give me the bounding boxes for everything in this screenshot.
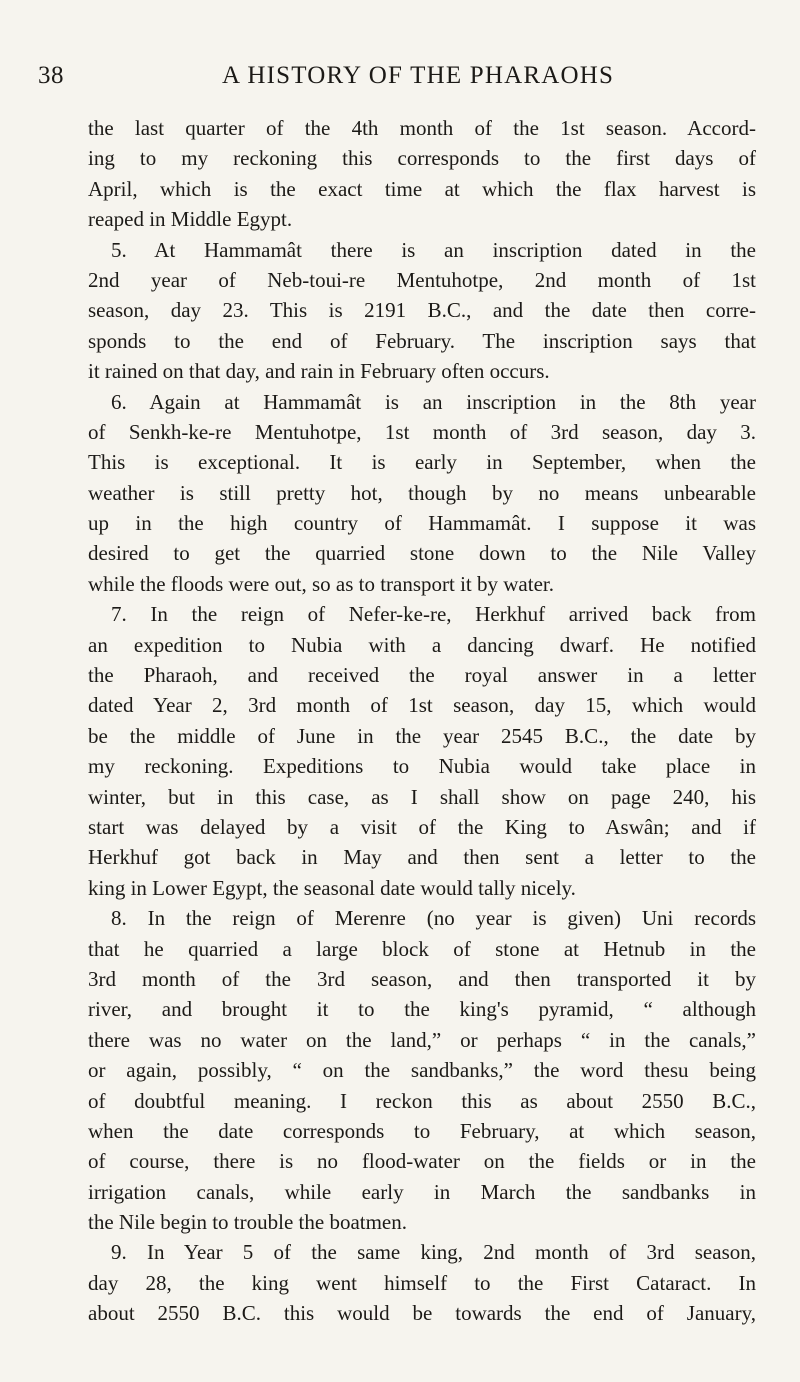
text-line: start was delayed by a visit of the King to Aswân; and if <box>88 814 756 839</box>
text-line: there was no water on the land,” or perhaps “ in the canals,” <box>88 1027 756 1052</box>
text-line: sponds to the end of February. The inscription says that <box>88 328 756 353</box>
paragraph <box>88 903 756 1237</box>
page-header <box>0 62 800 96</box>
text-line: or again, possibly, “ on the sandbanks,” the word thesu being <box>88 1058 756 1083</box>
text-line: of doubtful meaning. I reckon this as about 2550 B.C., <box>88 1088 756 1113</box>
text-line: 7. In the reign of Nefer-ke-re, Herkhuf arrived back from <box>111 602 756 627</box>
text-line: when the date corresponds to February, at which season, <box>88 1118 756 1143</box>
text-line: This is exceptional. It is early in September, when the <box>88 450 756 475</box>
paragraph <box>88 1237 756 1328</box>
text-line: April, which is the exact time at which the flax harvest is <box>88 176 756 201</box>
paragraph <box>88 235 756 387</box>
text-line: river, and brought it to the king's pyramid, “ although <box>88 997 756 1022</box>
text-line: 8. In the reign of Merenre (no year is given) Uni records <box>111 906 756 931</box>
text-line: 3rd month of the 3rd season, and then transported it by <box>88 966 756 991</box>
text-line: winter, but in this case, as I shall show on page 240, his <box>88 784 756 809</box>
text-line: my reckoning. Expeditions to Nubia would take place in <box>88 754 756 779</box>
page-number: 38 <box>38 62 64 89</box>
text-line: the Pharaoh, and received the royal answer in a letter <box>88 663 756 688</box>
text-line: 2nd year of Neb-toui-re Mentuhotpe, 2nd month of 1st <box>88 267 756 292</box>
text-line: weather is still pretty hot, though by no means unbearable <box>88 480 756 505</box>
text-line: that he quarried a large block of stone at Hetnub in the <box>88 936 756 961</box>
text-line: be the middle of June in the year 2545 B.C., the date by <box>88 723 756 748</box>
text-line: up in the high country of Hammamât. I suppose it was <box>88 511 756 536</box>
text-line: Herkhuf got back in May and then sent a letter to the <box>88 845 756 870</box>
text-line: desired to get the quarried stone down to the Nile Valley <box>88 541 756 566</box>
text-line: while the floods were out, so as to transport it by water. <box>88 571 554 596</box>
text-line: of Senkh-ke-re Mentuhotpe, 1st month of 3rd season, day 3. <box>88 419 756 444</box>
text-line: reaped in Middle Egypt. <box>88 207 293 232</box>
text-line: it rained on that day, and rain in February often occurs. <box>88 359 550 384</box>
text-line: 6. Again at Hammamât is an inscription in the 8th year <box>111 389 756 414</box>
paragraph <box>88 113 756 235</box>
text-line: an expedition to Nubia with a dancing dwarf. He notified <box>88 632 756 657</box>
paragraph <box>88 599 756 903</box>
text-line: season, day 23. This is 2191 B.C., and the date then corre- <box>88 298 756 323</box>
paragraph <box>88 387 756 600</box>
text-line: 9. In Year 5 of the same king, 2nd month of 3rd season, <box>111 1240 756 1265</box>
text-line: dated Year 2, 3rd month of 1st season, day 15, which would <box>88 693 756 718</box>
text-line: the Nile begin to trouble the boatmen. <box>88 1210 407 1235</box>
text-line: 5. At Hammamât there is an inscription dated in the <box>111 237 756 262</box>
body-text <box>88 113 756 1329</box>
text-line: king in Lower Egypt, the seasonal date would tally nicely. <box>88 875 576 900</box>
text-line: irrigation canals, while early in March the sandbanks in <box>88 1179 756 1204</box>
text-line: ing to my reckoning this corresponds to the first days of <box>88 146 756 171</box>
text-line: day 28, the king went himself to the First Cataract. In <box>88 1270 756 1295</box>
text-line: the last quarter of the 4th month of the 1st season. Accord- <box>88 116 756 140</box>
running-head: A HISTORY OF THE PHARAOHS <box>222 62 615 89</box>
text-line: of course, there is no flood-water on the fields or in the <box>88 1149 756 1174</box>
text-line: about 2550 B.C. this would be towards the end of January, <box>88 1301 756 1326</box>
